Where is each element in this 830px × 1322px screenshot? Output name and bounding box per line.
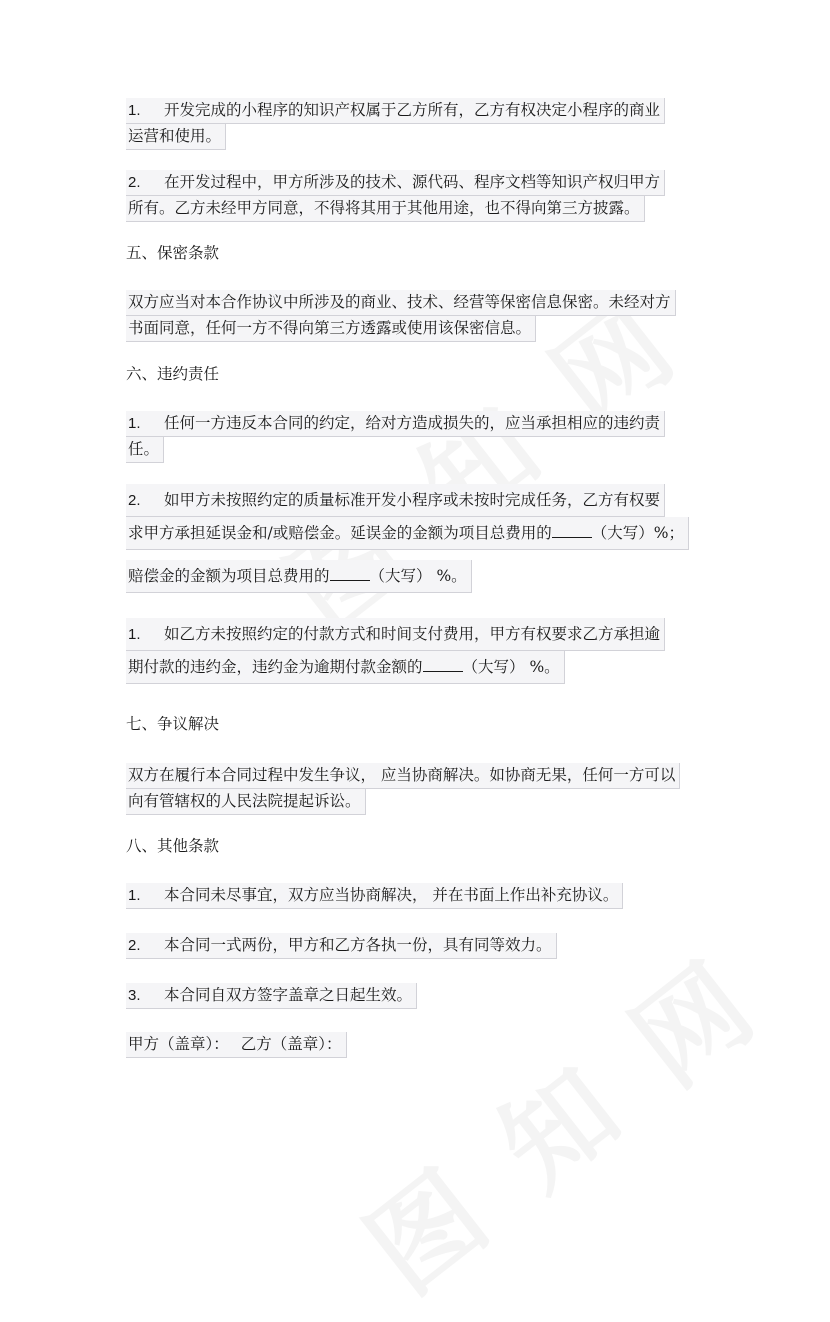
confidentiality-clause bbox=[126, 290, 676, 342]
clause-text-cont: 向有管辖权的人民法院提起诉讼。 bbox=[128, 792, 361, 810]
section-heading-liability: 六、违约责任 bbox=[126, 365, 220, 383]
clause-text: 如乙方未按照约定的付款方式和时间支付费用，甲方有权要求乙方承担逾 bbox=[164, 625, 661, 643]
clause-text-cont: 求甲方承担延误金和/或赔偿金。延误金的金额为项目总费用的 bbox=[128, 524, 552, 542]
ip-clause-1 bbox=[126, 98, 665, 150]
clause-number: 1. bbox=[128, 626, 141, 643]
clause-text: 赔偿金的金额为项目总费用的 bbox=[128, 567, 330, 585]
party-a-seal-label: 甲方（盖章）： bbox=[128, 1035, 229, 1053]
liability-clause-2-compensation bbox=[126, 560, 472, 593]
clause-text-tail: （大写） %。 bbox=[369, 567, 467, 585]
liability-clause-1 bbox=[126, 411, 665, 463]
clause-number: 1. bbox=[128, 102, 141, 119]
liability-clause-2 bbox=[126, 484, 689, 550]
clause-text: 本合同自双方签字盖章之日起生效。 bbox=[164, 986, 413, 1004]
other-clause-1 bbox=[126, 883, 623, 909]
clause-text: 如甲方未按照约定的质量标准开发小程序或未按时完成任务，乙方有权要 bbox=[164, 491, 661, 509]
other-clause-3 bbox=[126, 983, 417, 1009]
liability-clause-3 bbox=[126, 618, 665, 684]
clause-text: 本合同未尽事宜，双方应当协商解决， 并在书面上作出补充协议。 bbox=[164, 886, 619, 904]
clause-number: 2. bbox=[128, 174, 141, 191]
clause-text-cont: 任。 bbox=[128, 440, 160, 458]
clause-number: 3. bbox=[128, 987, 141, 1004]
clause-text-tail: （大写）%； bbox=[591, 524, 684, 542]
ip-clause-2 bbox=[126, 170, 665, 222]
clause-number: 1. bbox=[128, 415, 141, 432]
clause-text: 在开发过程中，甲方所涉及的技术、源代码、程序文档等知识产权归甲方 bbox=[164, 173, 661, 191]
clause-text: 本合同一式两份，甲方和乙方各执一份，具有同等效力。 bbox=[164, 936, 552, 954]
watermark-text-lower bbox=[330, 916, 787, 1322]
clause-text-cont: 所有。乙方未经甲方同意，不得将其用于其他用途，也不得向第三方披露。 bbox=[128, 199, 640, 217]
blank-fill bbox=[552, 523, 592, 538]
section-heading-confidentiality: 五、保密条款 bbox=[126, 244, 220, 262]
clause-number: 1. bbox=[128, 887, 141, 904]
other-clause-2 bbox=[126, 933, 557, 959]
blank-fill bbox=[423, 657, 463, 672]
blank-fill bbox=[330, 566, 370, 581]
party-b-seal-label: 乙方（盖章）： bbox=[240, 1035, 342, 1053]
clause-text-cont: 运营和使用。 bbox=[128, 127, 222, 145]
clause-text-cont: 期付款的违约金，违约金为逾期付款金额的 bbox=[128, 658, 423, 676]
clause-text-tail: （大写） %。 bbox=[462, 658, 560, 676]
clause-text-cont: 书面同意，任何一方不得向第三方透露或使用该保密信息。 bbox=[128, 319, 532, 337]
dispute-clause bbox=[126, 763, 680, 815]
clause-text: 双方在履行本合同过程中发生争议， 应当协商解决。如协商无果，任何一方可以 bbox=[128, 766, 676, 784]
section-heading-other: 八、其他条款 bbox=[126, 837, 220, 855]
clause-number: 2. bbox=[128, 937, 141, 954]
clause-text: 开发完成的小程序的知识产权属于乙方所有，乙方有权决定小程序的商业 bbox=[164, 101, 661, 119]
clause-number: 2. bbox=[128, 492, 141, 509]
signature-line bbox=[126, 1032, 347, 1058]
clause-text: 任何一方违反本合同的约定，给对方造成损失的，应当承担相应的违约责 bbox=[164, 414, 661, 432]
clause-text: 双方应当对本合作协议中所涉及的商业、技术、经营等保密信息保密。未经对方 bbox=[128, 293, 671, 311]
section-heading-dispute: 七、争议解决 bbox=[126, 715, 220, 733]
